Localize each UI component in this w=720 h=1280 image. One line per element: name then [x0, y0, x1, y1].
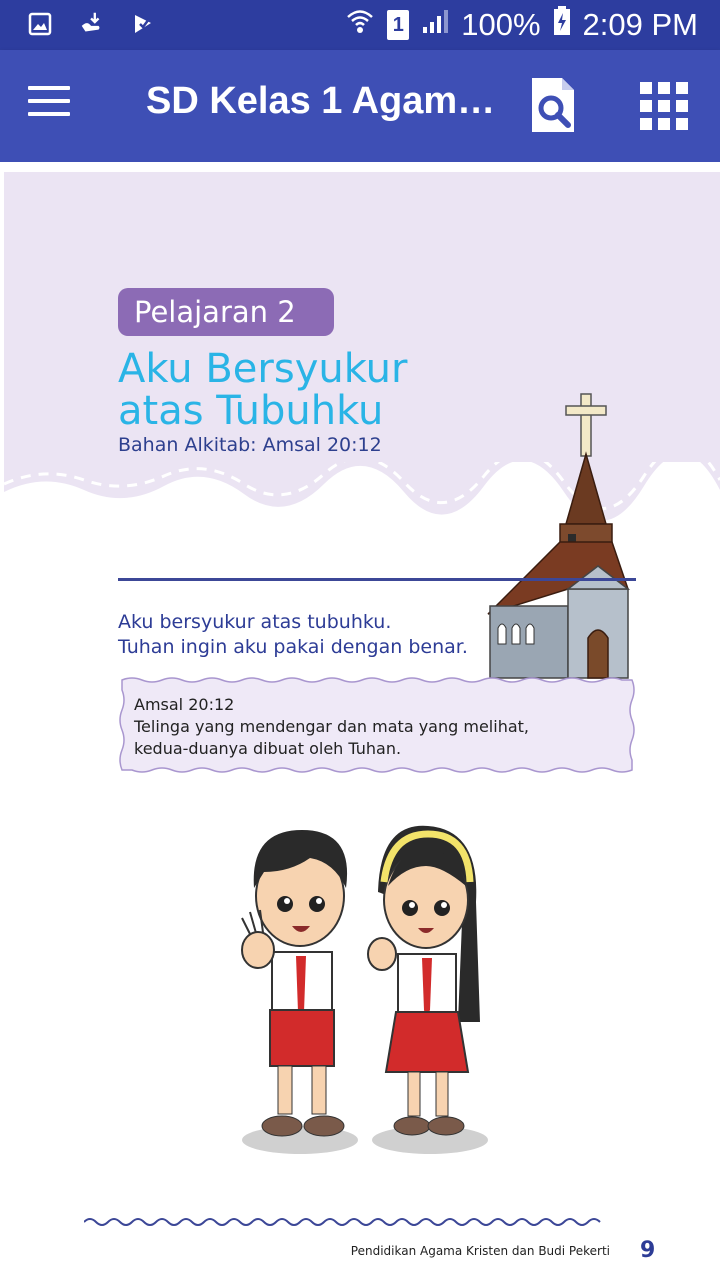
section-divider — [118, 578, 636, 581]
wifi-icon — [345, 6, 375, 44]
footer-book-title: Pendidikan Agama Kristen dan Budi Pekerti — [350, 1244, 610, 1258]
sim-icon: 1 — [387, 10, 409, 40]
status-bar — [0, 0, 720, 50]
lesson-title-line1: Aku Bersyukur — [118, 346, 408, 392]
boy-figure — [242, 830, 347, 1136]
intro-line1: Aku bersyukur atas tubuhku. — [118, 611, 392, 633]
app-bar — [0, 50, 720, 162]
verse-line1: Telinga yang mendengar dan mata yang melihat, — [134, 717, 529, 736]
menu-icon[interactable] — [28, 86, 70, 126]
lesson-title — [118, 348, 458, 432]
children-illustration — [230, 822, 500, 1162]
verse-reference: Amsal 20:12 — [134, 695, 235, 714]
lesson-badge: Pelajaran 2 — [118, 288, 334, 336]
lesson-title-line2: atas Tubuhku — [118, 388, 384, 434]
girl-figure — [368, 826, 480, 1135]
search-document-icon[interactable] — [528, 76, 580, 136]
app-title: SD Kelas 1 Agam… — [146, 80, 496, 122]
clock: 2:09 PM — [582, 7, 698, 42]
download-icon — [78, 10, 106, 38]
image-icon — [26, 10, 54, 38]
verse-text — [134, 694, 529, 760]
book-page — [0, 162, 720, 1280]
battery-charging-icon — [553, 6, 571, 44]
checkmark-icon — [130, 10, 158, 38]
footer-wave-divider — [84, 1216, 608, 1228]
church-illustration — [478, 384, 648, 684]
apps-grid-icon[interactable] — [640, 82, 688, 130]
signal-icon — [421, 7, 449, 43]
intro-line2: Tuhan ingin aku pakai dengan benar. — [118, 636, 468, 658]
verse-line2: kedua-duanya dibuat oleh Tuhan. — [134, 739, 402, 758]
bible-source: Bahan Alkitab: Amsal 20:12 — [118, 434, 382, 456]
page-number: 9 — [640, 1238, 656, 1263]
battery-level: 100% — [461, 7, 541, 42]
intro-text — [118, 610, 468, 660]
